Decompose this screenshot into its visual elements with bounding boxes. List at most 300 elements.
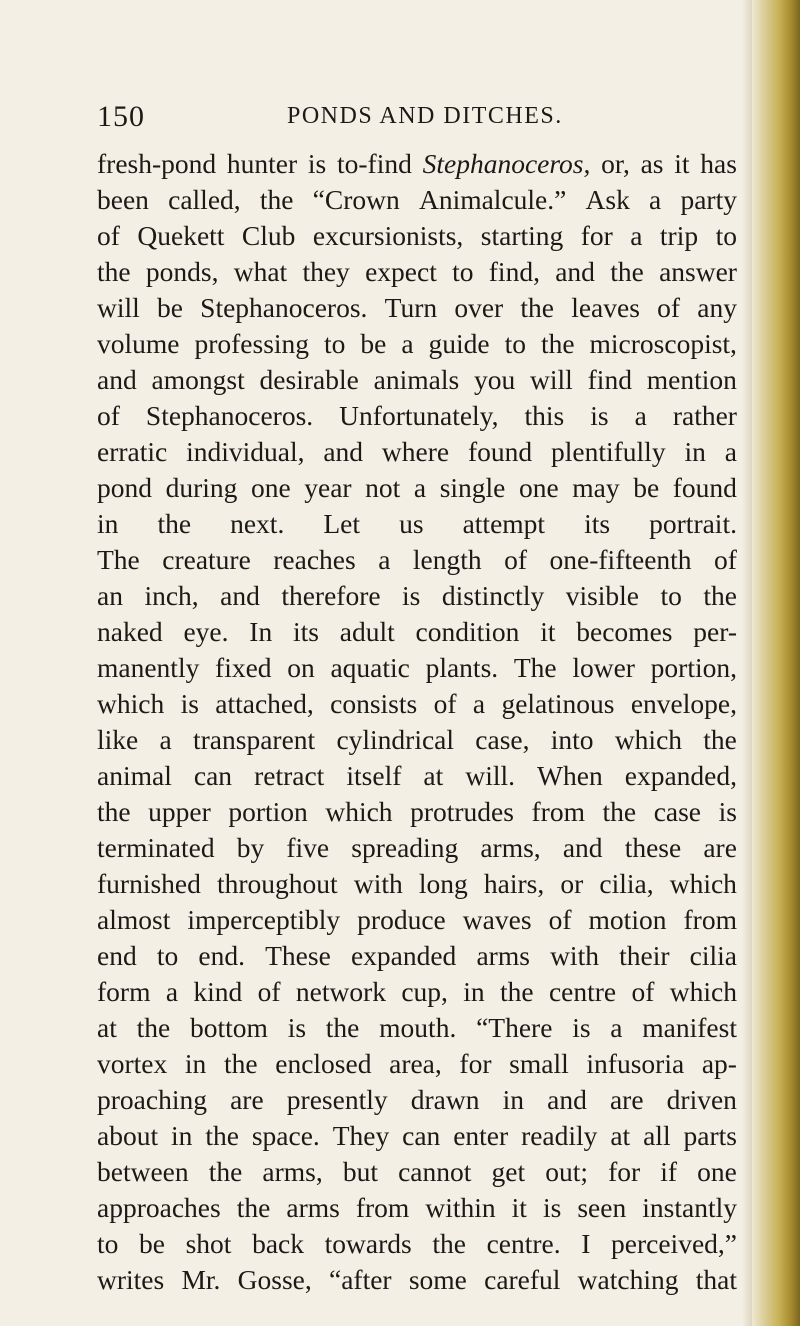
word: their: [619, 940, 670, 971]
word: found: [672, 472, 737, 503]
word: is: [307, 148, 327, 179]
word: hairs,: [483, 868, 545, 899]
word: cup,: [401, 976, 448, 1007]
word: throughout: [217, 868, 338, 899]
word: area,: [389, 1048, 442, 1079]
word: out;: [545, 1156, 588, 1187]
word: is: [287, 1012, 307, 1043]
word: the: [236, 1192, 271, 1223]
word: with: [550, 940, 599, 971]
word: almost: [97, 904, 171, 935]
word: individual,: [186, 436, 305, 467]
text-line: [97, 362, 737, 398]
word: party: [680, 184, 737, 215]
word: one-fifteenth: [549, 544, 692, 575]
word: small: [509, 1048, 569, 1079]
word: fixed: [215, 652, 272, 683]
word: be: [633, 472, 660, 503]
word: rather: [672, 400, 737, 431]
word: in: [97, 508, 119, 539]
word: it: [511, 1192, 527, 1223]
word: which: [325, 796, 393, 827]
word: portion: [228, 796, 308, 827]
word: to: [452, 256, 474, 287]
text-line: [97, 722, 737, 758]
word: excursionists,: [312, 220, 464, 251]
word: creature: [162, 544, 251, 575]
word: attempt: [462, 508, 546, 539]
word: enclosed: [275, 1048, 372, 1079]
word: itself: [346, 760, 402, 791]
word: been: [97, 184, 149, 215]
word: the: [97, 796, 131, 827]
word: end.: [198, 940, 245, 971]
word: attached,: [215, 688, 314, 719]
word: furnished: [97, 868, 201, 899]
word: its: [584, 508, 611, 539]
text-line: [97, 578, 737, 614]
word: in: [463, 976, 485, 1007]
word: perceived,”: [611, 1228, 737, 1259]
word: in: [502, 1084, 524, 1115]
word: animals: [373, 364, 460, 395]
word: instantly: [642, 1192, 737, 1223]
word: are: [703, 832, 737, 863]
word: a: [165, 976, 179, 1007]
word: starting: [480, 220, 564, 251]
text-line: [97, 902, 737, 938]
word: they: [302, 256, 350, 287]
word: is: [542, 1192, 562, 1223]
word: animal: [97, 760, 172, 791]
word: find,: [488, 256, 540, 287]
text-line: [97, 650, 737, 686]
word: or,: [601, 148, 630, 179]
word: end: [97, 940, 137, 971]
word: but: [342, 1156, 378, 1187]
word: at: [97, 1012, 117, 1043]
word: of: [657, 292, 681, 323]
word: The: [513, 652, 557, 683]
word: into: [550, 724, 594, 755]
word: transparent: [193, 724, 316, 755]
word: vortex: [97, 1048, 168, 1079]
word: the: [208, 1156, 243, 1187]
word: an: [97, 580, 123, 611]
word: a: [634, 400, 647, 431]
word: a: [378, 544, 391, 575]
word: presently: [286, 1084, 388, 1115]
word: these: [624, 832, 682, 863]
word: is: [590, 400, 609, 431]
text-line: [97, 506, 737, 542]
word: desirable: [259, 364, 359, 395]
word: get: [491, 1156, 526, 1187]
word: cilia,: [599, 868, 654, 899]
word: proaching: [97, 1084, 207, 1115]
word: expanded,: [624, 760, 737, 791]
text-line: [97, 254, 737, 290]
word: “Crown: [312, 184, 400, 215]
text-line: [97, 1118, 737, 1154]
word: long: [418, 868, 468, 899]
word: amongst: [151, 364, 245, 395]
word: and: [220, 580, 260, 611]
word: the: [703, 724, 737, 755]
word: and: [562, 832, 603, 863]
word: from: [683, 904, 737, 935]
word: parts: [683, 1120, 737, 1151]
word: and: [547, 1084, 587, 1115]
word: space.: [251, 1120, 320, 1151]
word: manifest: [642, 1012, 737, 1043]
word: form: [97, 976, 151, 1007]
word: I: [581, 1228, 591, 1259]
word: of: [631, 976, 655, 1007]
word: plants.: [425, 652, 499, 683]
word: manently: [97, 652, 200, 683]
word: the: [136, 1012, 171, 1043]
word: all: [643, 1120, 671, 1151]
word: it: [674, 148, 690, 179]
word: will.: [465, 760, 515, 791]
word: what: [233, 256, 288, 287]
word: waves: [462, 904, 532, 935]
word: a: [724, 436, 737, 467]
word: driven: [666, 1084, 737, 1115]
word: for: [608, 1156, 641, 1187]
word: at: [610, 1120, 631, 1151]
word: terminated: [97, 832, 215, 863]
word: and: [555, 256, 595, 287]
word: of: [433, 688, 457, 719]
word: Stephanoceros.: [145, 400, 314, 431]
word: at: [423, 760, 444, 791]
word: by: [236, 832, 265, 863]
text-line: [97, 830, 737, 866]
word: seen: [577, 1192, 627, 1223]
word: “There: [476, 1012, 553, 1043]
word: network: [295, 976, 386, 1007]
word: guide: [428, 328, 490, 359]
word: ponds,: [145, 256, 219, 287]
word: Mr.: [181, 1264, 221, 1295]
word: Ask: [585, 184, 630, 215]
text-line: [97, 1010, 737, 1046]
word: naked: [97, 616, 163, 647]
word: length: [412, 544, 482, 575]
word: are: [609, 1084, 644, 1115]
word: kind: [193, 976, 243, 1007]
word: “after: [329, 1264, 392, 1295]
page-header: [97, 100, 737, 136]
text-line: [97, 218, 737, 254]
word: that: [695, 1264, 737, 1295]
word: leaves: [571, 292, 640, 323]
word: drawn: [410, 1084, 480, 1115]
text-line: [97, 326, 737, 362]
text-line: [97, 182, 737, 218]
word: a: [630, 220, 643, 251]
word: found: [467, 436, 533, 467]
word: Animalcule.”: [418, 184, 567, 215]
word: Club: [241, 220, 296, 251]
word: as: [640, 148, 664, 179]
word: When: [537, 760, 603, 791]
word: the: [259, 184, 294, 215]
word: five: [286, 832, 330, 863]
word: towards: [324, 1228, 412, 1259]
word: the: [703, 580, 737, 611]
word: or: [560, 868, 584, 899]
word: arms: [476, 940, 530, 971]
word: readily: [521, 1120, 598, 1151]
word: adult: [339, 616, 395, 647]
word: centre: [548, 976, 617, 1007]
word: Let: [323, 508, 361, 539]
word: enter: [453, 1120, 509, 1151]
word: back: [252, 1228, 304, 1259]
word: eye.: [183, 616, 229, 647]
word: the: [205, 1120, 239, 1151]
page-number: 150: [97, 100, 145, 133]
word: imperceptibly: [187, 904, 341, 935]
text-line: [97, 434, 737, 470]
text-line: [97, 146, 737, 182]
word: on: [287, 652, 315, 683]
word: the: [432, 1228, 466, 1259]
word: distinctly: [441, 580, 545, 611]
word: a: [649, 184, 662, 215]
word: us: [399, 508, 424, 539]
word: will: [97, 292, 140, 323]
text-line: [97, 398, 737, 434]
word: trip: [659, 220, 699, 251]
word: inch,: [144, 580, 199, 611]
word: to-find: [337, 148, 412, 179]
word: consists: [330, 688, 418, 719]
word: in: [684, 436, 706, 467]
word: is: [402, 580, 421, 611]
word: from: [531, 796, 585, 827]
word: has: [700, 148, 737, 179]
word: expect: [365, 256, 437, 287]
word: of: [504, 544, 528, 575]
word: one: [250, 472, 291, 503]
word: fresh-pond: [97, 148, 217, 179]
word: per-: [693, 616, 737, 647]
word: answer: [659, 256, 737, 287]
word: its: [292, 616, 319, 647]
text-line: [97, 1082, 737, 1118]
text-line: [97, 866, 737, 902]
word: with: [353, 868, 403, 899]
word: year: [304, 472, 352, 503]
word: volume: [97, 328, 180, 359]
running-title: PONDS AND DITCHES.: [287, 103, 563, 129]
word: bottom: [190, 1012, 268, 1043]
word: cylindrical: [336, 724, 455, 755]
word: called,: [168, 184, 241, 215]
word: single: [439, 472, 506, 503]
word: for: [580, 220, 613, 251]
word: mention: [646, 364, 737, 395]
word: is: [572, 1012, 591, 1043]
word: find: [587, 364, 632, 395]
word: These: [265, 940, 331, 971]
word: you: [473, 364, 516, 395]
word: which: [614, 724, 683, 755]
word: visible: [565, 580, 640, 611]
word: not: [365, 472, 401, 503]
word: writes: [97, 1264, 165, 1295]
word: be: [360, 328, 387, 359]
word: in: [184, 1048, 207, 1079]
body-text: [97, 146, 737, 1298]
word: a: [472, 688, 486, 719]
word: be: [156, 292, 183, 323]
word: Stephanoceros.: [200, 292, 368, 323]
word: case: [653, 796, 702, 827]
word: the: [223, 1048, 258, 1079]
word: to: [324, 328, 346, 359]
word: which: [669, 868, 737, 899]
text-line: [97, 1154, 737, 1190]
word: aquatic: [330, 652, 410, 683]
text-line: [97, 1262, 737, 1298]
word: where: [381, 436, 450, 467]
word: over: [454, 292, 504, 323]
word: portrait.: [649, 508, 737, 539]
word: portion,: [650, 652, 737, 683]
word: the: [500, 976, 534, 1007]
text-line: [97, 614, 737, 650]
word: retract: [254, 760, 325, 791]
word: the: [157, 508, 192, 539]
word: be: [139, 1228, 165, 1259]
text-line: [97, 1226, 737, 1262]
word: produce: [357, 904, 446, 935]
word: In: [249, 616, 273, 647]
text-line: [97, 542, 737, 578]
word: motion: [588, 904, 667, 935]
word: of: [97, 220, 120, 251]
word: arms,: [480, 832, 541, 863]
word: can: [193, 760, 233, 791]
word: which: [669, 976, 737, 1007]
word: a: [159, 724, 172, 755]
word: next.: [230, 508, 285, 539]
word: pond: [97, 472, 152, 503]
word: one: [518, 472, 559, 503]
word: upper: [148, 796, 211, 827]
word: arms: [286, 1192, 340, 1223]
text-line: [97, 1046, 737, 1082]
word: during: [165, 472, 238, 503]
word: shot: [185, 1228, 232, 1259]
word: and: [97, 364, 137, 395]
text-line: [97, 686, 737, 722]
word: Stephanoceros,: [422, 148, 591, 179]
word: for: [459, 1048, 492, 1079]
word: expanded: [350, 940, 457, 971]
word: is: [180, 688, 199, 719]
word: of: [548, 904, 572, 935]
word: about: [97, 1120, 159, 1151]
word: cannot: [398, 1156, 472, 1187]
word: approaches: [97, 1192, 221, 1223]
word: are: [230, 1084, 264, 1115]
gilt-page-edge: [752, 0, 800, 1326]
word: the: [610, 256, 644, 287]
word: becomes: [576, 616, 673, 647]
word: The: [97, 544, 140, 575]
text-line: [97, 470, 737, 506]
word: and: [323, 436, 364, 467]
word: erratic: [97, 436, 168, 467]
word: of: [714, 544, 737, 575]
word: a: [610, 1012, 623, 1043]
word: Turn: [384, 292, 438, 323]
word: one: [697, 1156, 737, 1187]
text-line: [97, 974, 737, 1010]
word: of: [257, 976, 281, 1007]
word: gelatinous: [501, 688, 615, 719]
word: careful: [484, 1264, 561, 1295]
word: within: [425, 1192, 496, 1223]
text-line: [97, 758, 737, 794]
word: may: [572, 472, 620, 503]
word: if: [660, 1156, 678, 1187]
word: spreading: [351, 832, 459, 863]
word: is: [718, 796, 737, 827]
word: watching: [577, 1264, 679, 1295]
word: a: [413, 472, 427, 503]
word: protrudes: [410, 796, 514, 827]
word: envelope,: [630, 688, 737, 719]
word: will: [530, 364, 573, 395]
word: the: [520, 292, 554, 323]
word: of: [97, 400, 120, 431]
word: hunter: [226, 148, 298, 179]
word: Gosse,: [237, 1264, 312, 1295]
word: case,: [475, 724, 530, 755]
word: it: [540, 616, 556, 647]
word: which: [97, 688, 165, 719]
word: infusoria: [586, 1048, 685, 1079]
word: to: [97, 1228, 119, 1259]
word: to: [504, 328, 526, 359]
word: microscopist,: [589, 328, 737, 359]
word: mouth.: [379, 1012, 457, 1043]
text-line: [97, 290, 737, 326]
word: the: [97, 256, 131, 287]
word: They: [332, 1120, 390, 1151]
word: plentifully: [551, 436, 666, 467]
text-line: [97, 794, 737, 830]
word: arms,: [262, 1156, 323, 1187]
word: any: [697, 292, 737, 323]
word: the: [602, 796, 637, 827]
word: therefore: [281, 580, 381, 611]
word: to: [715, 220, 737, 251]
word: the: [325, 1012, 360, 1043]
word: to: [660, 580, 682, 611]
text-line: [97, 1190, 737, 1226]
word: condition: [415, 616, 520, 647]
word: lower: [572, 652, 635, 683]
word: Unfortunately,: [339, 400, 499, 431]
